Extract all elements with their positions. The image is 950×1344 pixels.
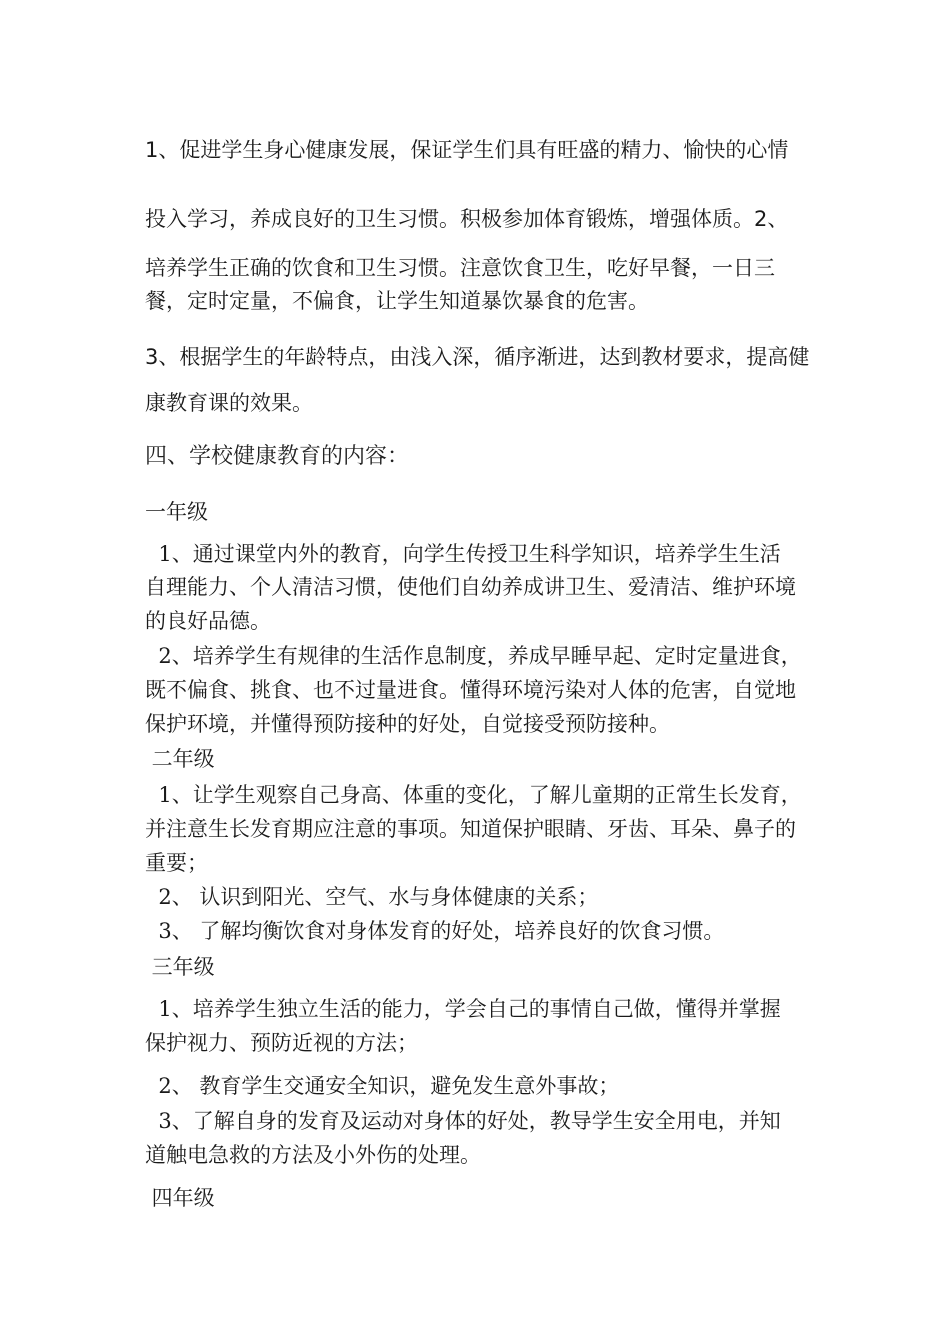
paragraph-line: 2、 认识到阳光、空气、水与身体健康的关系；	[145, 885, 599, 909]
paragraph-line: 重要；	[145, 851, 208, 875]
grade-heading: 二年级	[145, 747, 215, 771]
section-heading: 四、学校健康教育的内容：	[145, 444, 410, 469]
paragraph-line: 投入学习，养成良好的卫生习惯。积极参加体育锻炼，增强体质。2、	[145, 207, 789, 231]
paragraph-line: 的良好品德。	[145, 609, 271, 633]
paragraph-line: 自理能力、个人清洁习惯，使他们自幼养成讲卫生、爱清洁、维护环境	[145, 575, 796, 599]
grade-heading: 一年级	[145, 500, 208, 524]
paragraph-line: 2、培养学生有规律的生活作息制度，养成早睡早起、定时定量进食，	[145, 644, 802, 668]
paragraph-line: 3、了解自身的发育及运动对身体的好处，教导学生安全用电，并知	[145, 1109, 781, 1133]
grade-heading: 三年级	[145, 955, 215, 979]
paragraph-line: 1、让学生观察自己身高、体重的变化，了解儿童期的正常生长发育，	[145, 783, 802, 807]
paragraph-line: 并注意生长发育期应注意的事项。知道保护眼睛、牙齿、耳朵、鼻子的	[145, 817, 796, 841]
paragraph-line: 1、促进学生身心健康发展，保证学生们具有旺盛的精力、愉快的心情	[145, 138, 789, 162]
paragraph-line: 3、根据学生的年龄特点，由浅入深，循序渐进，达到教材要求，提高健	[145, 345, 810, 369]
grade-heading: 四年级	[145, 1186, 215, 1210]
paragraph-line: 3、 了解均衡饮食对身体发育的好处，培养良好的饮食习惯。	[145, 919, 725, 943]
paragraph-line: 培养学生正确的饮食和卫生习惯。注意饮食卫生，吃好早餐，一日三	[145, 256, 775, 280]
paragraph-line: 保护环境，并懂得预防接种的好处，自觉接受预防接种。	[145, 712, 670, 736]
paragraph-line: 道触电急救的方法及小外伤的处理。	[145, 1143, 481, 1167]
paragraph-line: 康教育课的效果。	[145, 391, 313, 415]
paragraph-line: 2、 教育学生交通安全知识，避免发生意外事故；	[145, 1074, 620, 1098]
paragraph-line: 既不偏食、挑食、也不过量进食。懂得环境污染对人体的危害，自觉地	[145, 678, 796, 702]
paragraph-line: 1、培养学生独立生活的能力，学会自己的事情自己做，懂得并掌握	[145, 997, 781, 1021]
paragraph-line: 保护视力、预防近视的方法；	[145, 1031, 418, 1055]
paragraph-line: 1、通过课堂内外的教育，向学生传授卫生科学知识，培养学生生活	[145, 542, 781, 566]
paragraph-line: 餐，定时定量，不偏食，让学生知道暴饮暴食的危害。	[145, 289, 649, 313]
